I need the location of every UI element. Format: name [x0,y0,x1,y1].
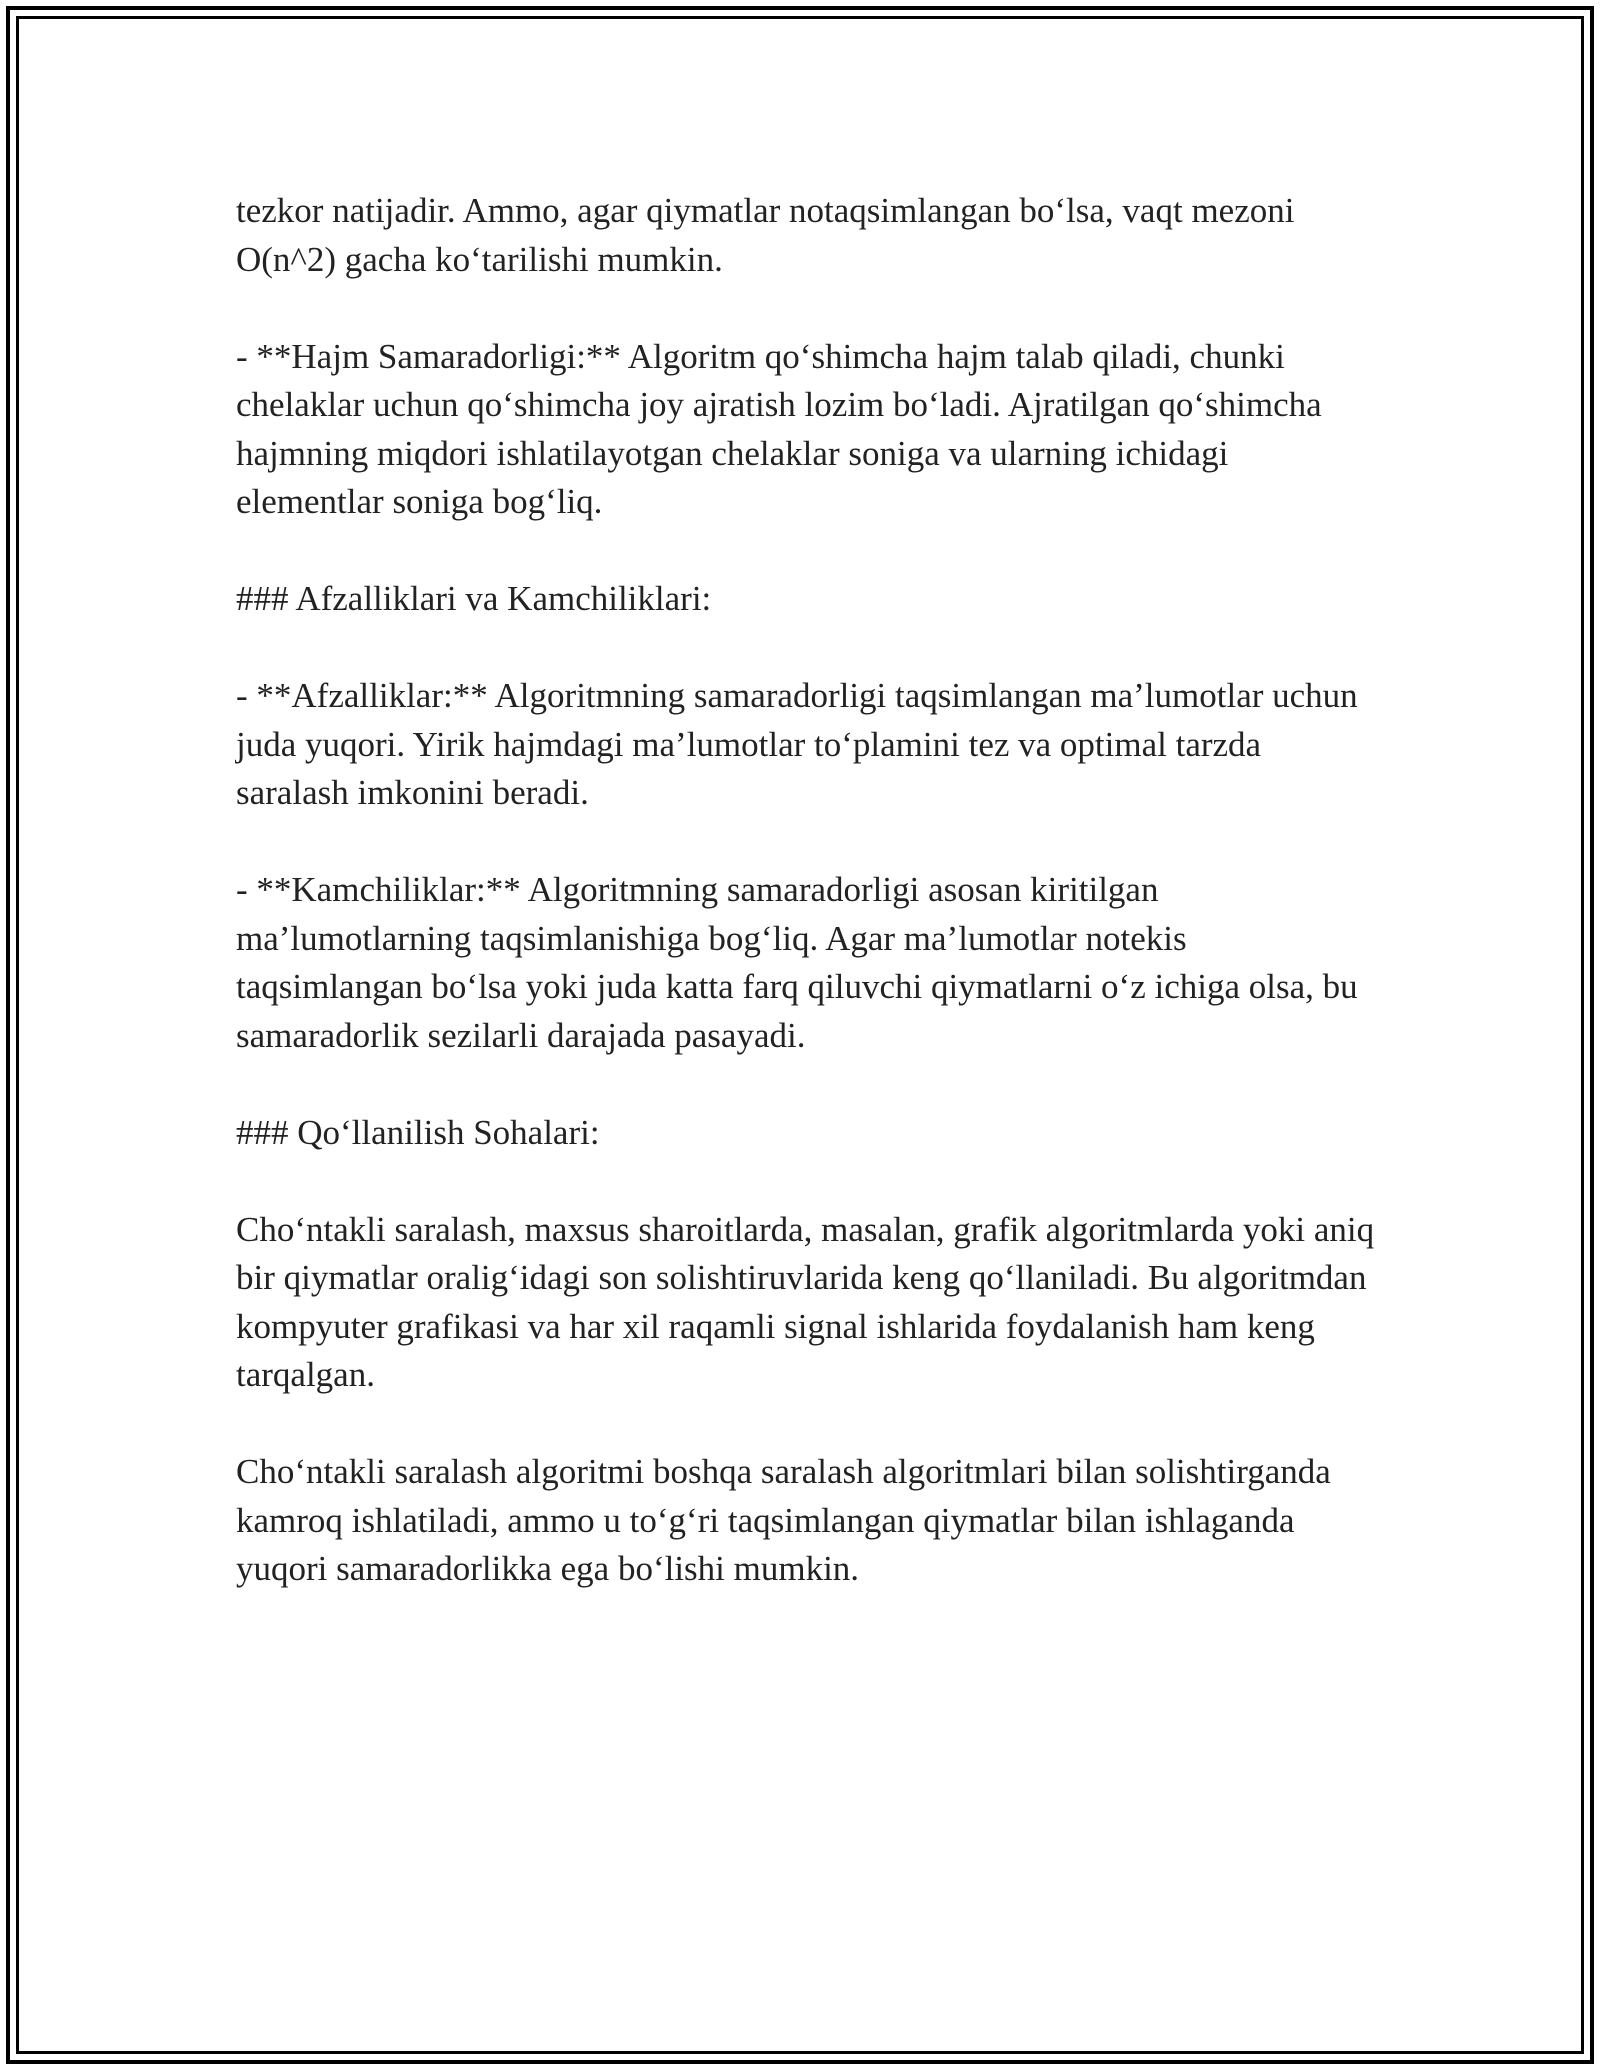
paragraph-advantages: - **Afzalliklar:** Algoritmning samaradorligi taqsimlangan ma’lumotlar uchun juda yuqori. Yirik hajmdagi ma’lumotlar to‘plamini tez va optimal tarzda saralash imkonini beradi. [236,676,1367,812]
heading-pros-cons: ### Afzalliklari va Kamchiliklari: [236,579,712,618]
paragraph-time-complexity: tezkor natijadir. Ammo, agar qiymatlar notaqsimlangan bo‘lsa, vaqt mezoni O(n^2) gacha ko‘tarilishi mumkin. [236,191,1304,279]
heading-applications: ### Qo‘llanilish Sohalari: [236,1112,600,1152]
document-body [236,187,1383,1642]
paragraph-applications: Cho‘ntakli saralash, maxsus sharoitlarda, masalan, grafik algoritmlarda yoki aniq bir qiymatlar oralig‘idagi son solishtiruvlarida keng qo‘llaniladi. Bu algoritmdan kompyuter grafikasi va har xil raqamli signal ishlarida foydalanish ham keng tarqalgan. [236,1209,1383,1394]
paragraph-disadvantages: - **Kamchiliklar:** Algoritmning samaradorligi asosan kiritilgan ma’lumotlarning taqsimlanishiga bog‘liq. Agar ma’lumotlar notekis taqsimlangan bo‘lsa yoki juda katta farq qiluvchi qiymatlarni o‘z ichiga olsa, bu samaradorlik sezilarli darajada pasayadi. [236,870,1367,1055]
paragraph-space-efficiency: - **Hajm Samaradorligi:** Algoritm qo‘shimcha hajm talab qiladi, chunki chelaklar uchun qo‘shimcha joy ajratish lozim bo‘ladi. Ajratilgan qo‘shimcha hajmning miqdori ishlatilayotgan chelaklar soniga va ularning ichidagi elementlar soniga bog‘liq. [236,336,1331,521]
paragraph-conclusion: Cho‘ntakli saralash algoritmi boshqa saralash algoritmlari bilan solishtirganda kamroq ishlatiladi, ammo u to‘g‘ri taqsimlangan qiymatlar bilan ishlaganda yuqori samaradorlikka ega bo‘lishi mumkin. [236,1452,1340,1588]
